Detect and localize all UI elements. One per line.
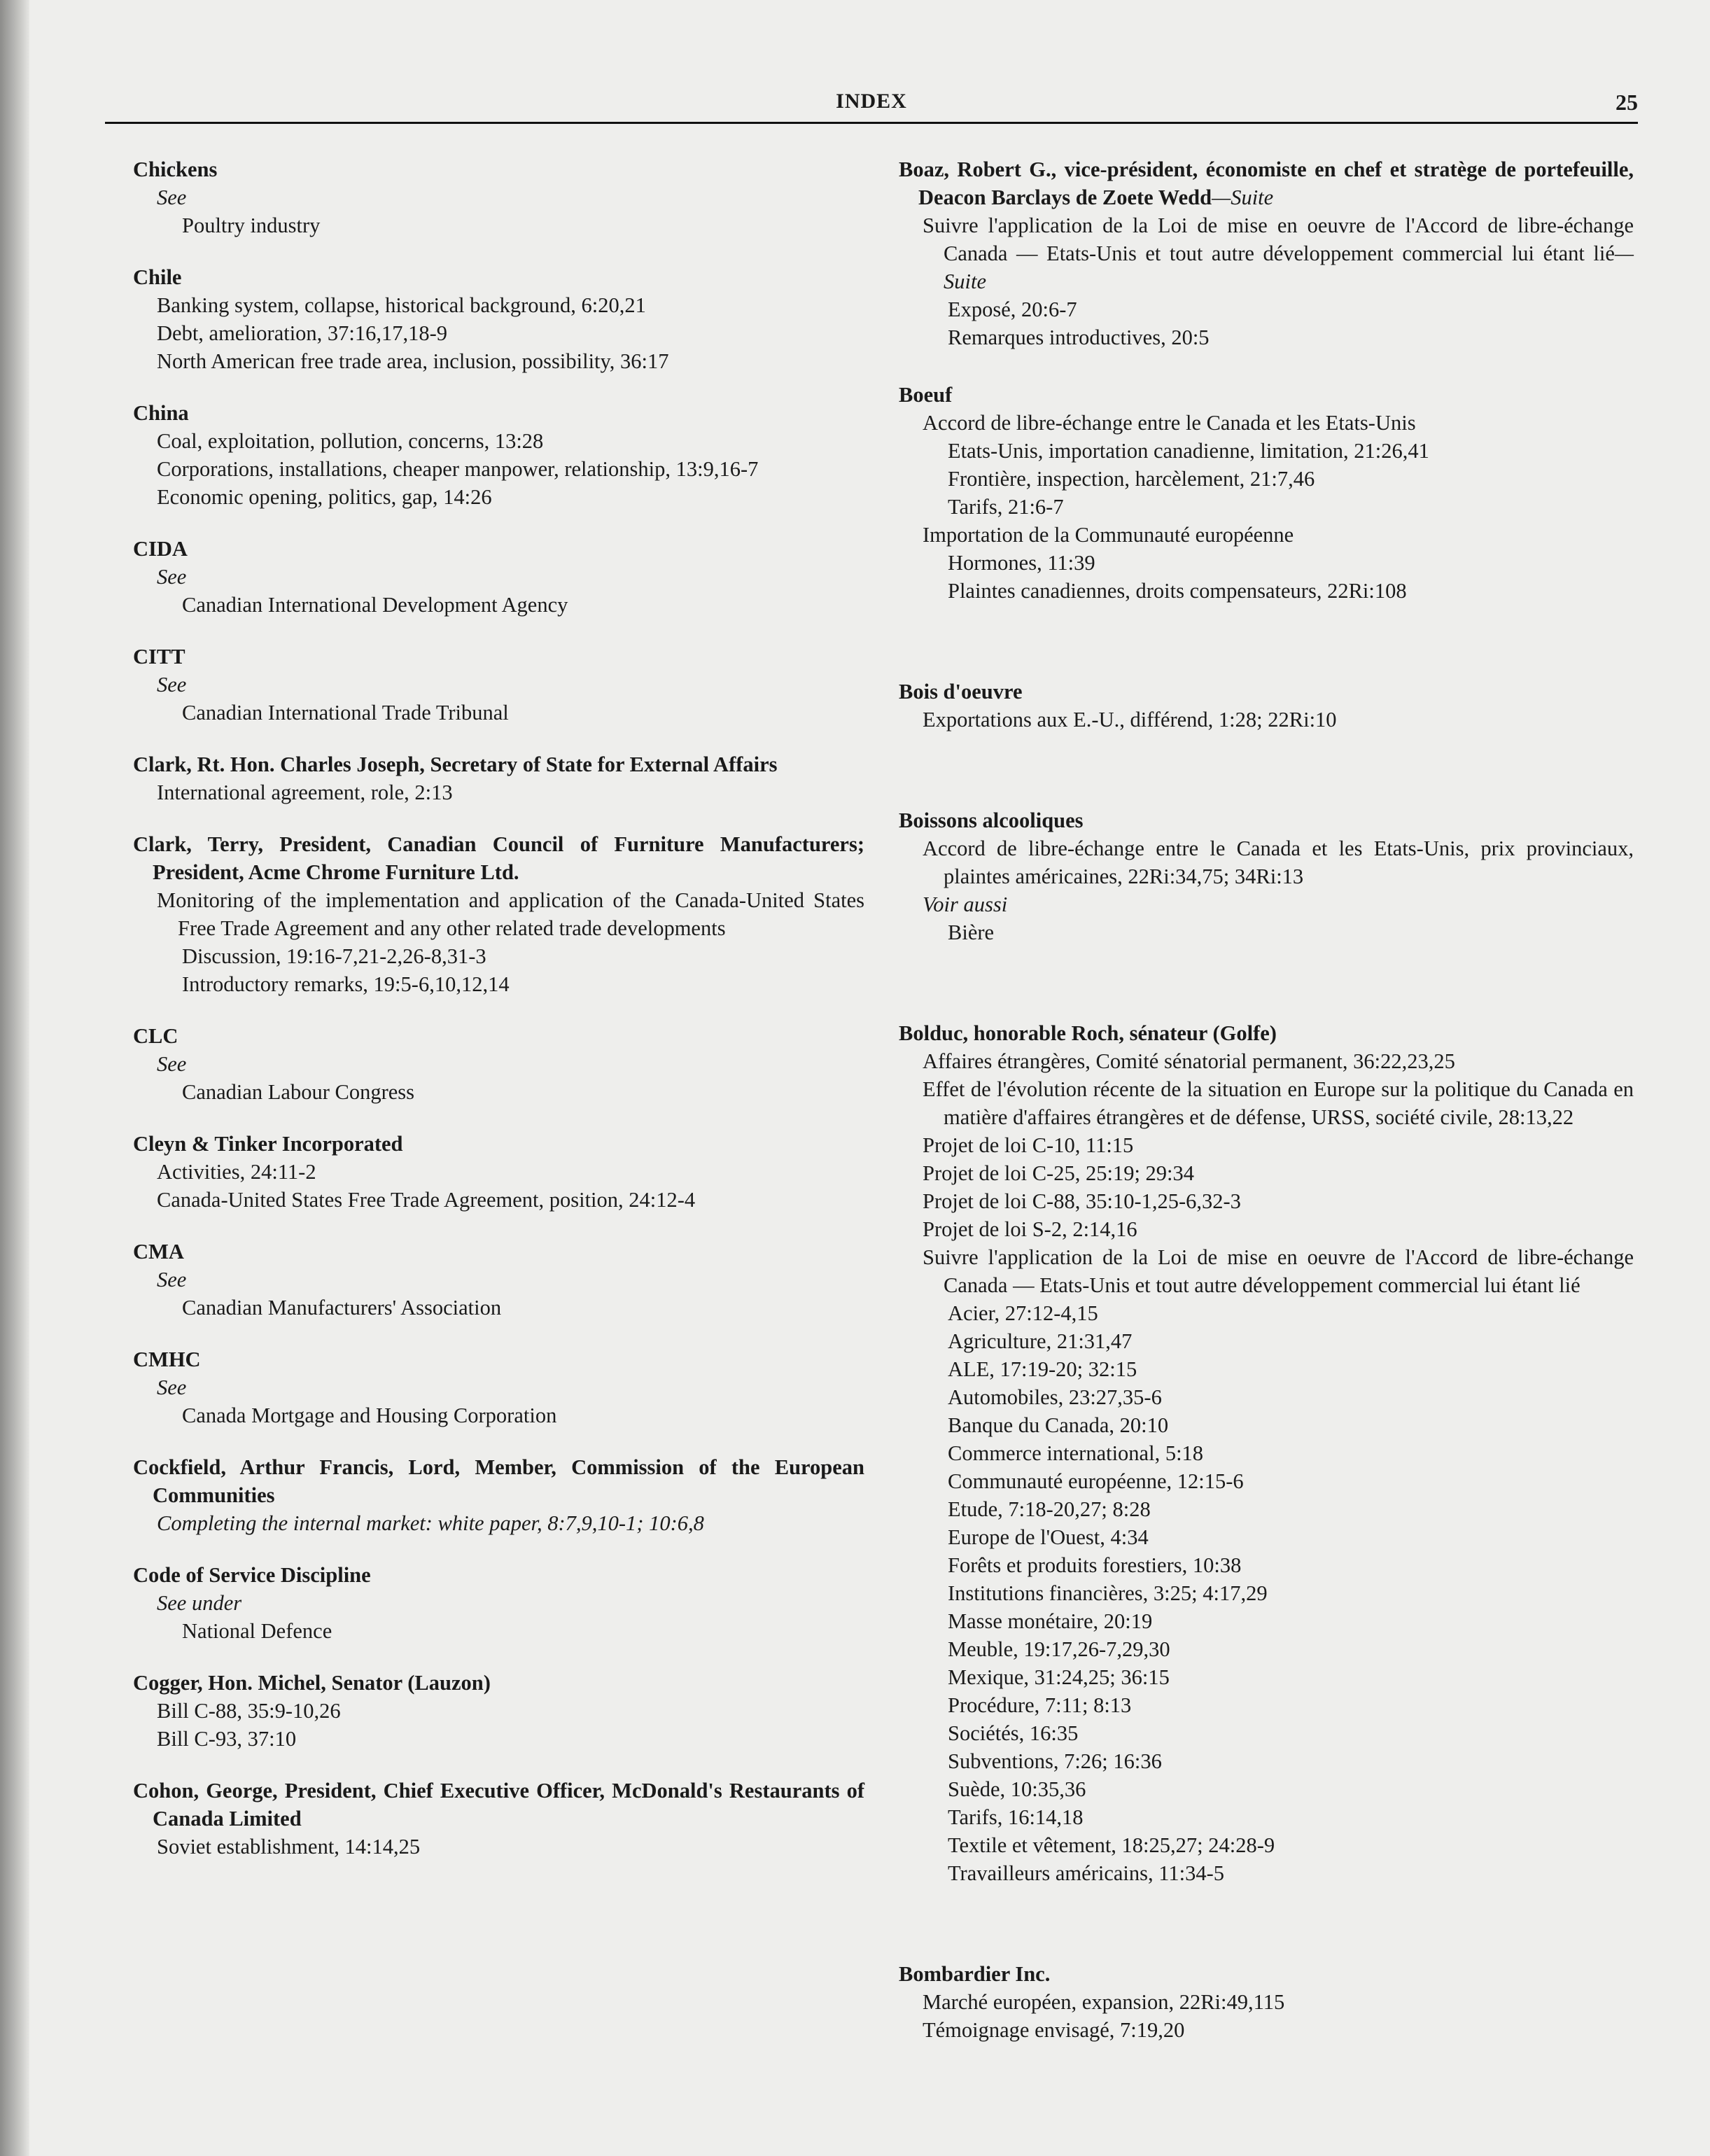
subentry: Completing the internal market: white paper, 8:7,9,10-1; 10:6,8 [157,1511,704,1535]
subentry: Automobiles, 23:27,35-6 [948,1385,1162,1409]
subentry: Banque du Canada, 20:10 [948,1413,1169,1437]
scan-binding-edge [0,0,29,2156]
index-entry-cmhc [133,1345,864,1429]
subentry: Activities, 24:11-2 [157,1160,316,1184]
entry-heading: CMA [133,1240,184,1264]
subentry: Projet de loi C-88, 35:10-1,25-6,32-3 [923,1189,1241,1213]
index-entry-cockfield [133,1453,864,1537]
page-title: INDEX [836,90,907,113]
subentry: Textile et vêtement, 18:25,27; 24:28-9 [948,1833,1275,1857]
entry-heading: Boeuf [899,383,953,407]
index-entry-clc [133,1022,864,1106]
subentry: Projet de loi C-25, 25:19; 29:34 [923,1161,1195,1185]
subentry: North American free trade area, inclusion, possibility, 36:17 [157,349,669,373]
see-label: See [157,673,187,696]
cross-reference: Canada Mortgage and Housing Corporation [182,1404,557,1427]
subentry: Banking system, collapse, historical background, 6:20,21 [157,293,646,317]
entry-heading: Bolduc, honorable Roch, sénateur (Golfe) [899,1021,1277,1045]
entry-heading: Chickens [133,158,218,181]
subentry: Accord de libre-échange entre le Canada et les Etats-Unis [923,411,1416,435]
subentry: Coal, exploitation, pollution, concerns, 13:28 [157,429,544,453]
entry-heading: CITT [133,645,185,668]
cross-reference: Canadian International Trade Tribunal [182,701,509,724]
entry-heading: Cogger, Hon. Michel, Senator (Lauzon) [133,1671,491,1695]
entry-heading: CMHC [133,1348,201,1371]
subentry: Plaintes canadiennes, droits compensateurs, 22Ri:108 [948,579,1407,603]
subentry: International agreement, role, 2:13 [157,780,453,804]
index-entry-boeuf [899,381,1634,605]
entry-heading: Cleyn & Tinker Incorporated [133,1132,403,1156]
subentry: Forêts et produits forestiers, 10:38 [948,1553,1242,1577]
entry-heading: Bombardier Inc. [899,1962,1051,1986]
subentry: Remarques introductives, 20:5 [948,326,1210,349]
entry-heading: CLC [133,1024,178,1048]
index-entry-boaz [899,155,1634,351]
index-entry-bois-doeuvre [899,678,1634,734]
subentry: Communauté européenne, 12:15-6 [948,1469,1244,1493]
index-entry-boissons-alcooliques [899,806,1634,946]
subentry: Procédure, 7:11; 8:13 [948,1693,1132,1717]
see-label: See [157,186,187,209]
index-entry-cleyn-tinker [133,1130,864,1214]
subentry: Soviet establishment, 14:14,25 [157,1835,421,1858]
index-entry-cohon [133,1777,864,1861]
heading-text: Boaz, Robert G., vice-président, économiste en chef et stratège de portefeuille, Deacon Barclays de Zoete Wedd [899,158,1634,209]
entry-heading: Cockfield, Arthur Francis, Lord, Member, Commission of the European Communities [133,1455,864,1507]
subentry: Acier, 27:12-4,15 [948,1301,1098,1325]
cross-reference: Bière [948,920,995,944]
subentry: Bill C-93, 37:10 [157,1727,297,1751]
see-label: See [157,1268,187,1292]
subentry: Hormones, 11:39 [948,551,1095,575]
index-entry-cida [133,535,864,619]
entry-heading: Bois d'oeuvre [899,680,1023,704]
cross-reference: Canadian Manufacturers' Association [182,1296,502,1320]
subentry: Discussion, 19:16-7,21-2,26-8,31-3 [182,944,486,968]
subentry: Etude, 7:18-20,27; 8:28 [948,1497,1151,1521]
right-column [899,155,1634,2068]
index-entry-clark-charles [133,750,864,806]
index-entry-citt [133,643,864,727]
see-also-label: Voir aussi [923,892,1008,916]
subentry-list [899,1299,1634,1887]
subentry: Subventions, 7:26; 16:36 [948,1749,1162,1773]
subentry: Projet de loi C-10, 11:15 [923,1133,1134,1157]
subentry-text: Suivre l'application de la Loi de mise en oeuvre de l'Accord de libre-échange Canada — Etats-Unis et tout autre développement commercial lui étant lié [923,214,1634,265]
subentry: Monitoring of the implementation and application of the Canada-United States Free Trade Agreement and any other related trade developments [157,888,864,940]
entry-heading: CIDA [133,537,188,561]
index-page [29,0,1710,2156]
entry-heading: Clark, Rt. Hon. Charles Joseph, Secretary of State for External Affairs [133,752,778,776]
cross-reference: Canadian International Development Agency [182,593,568,617]
page-header [105,85,1638,119]
subentry: Europe de l'Ouest, 4:34 [948,1525,1149,1549]
subentry: Tarifs, 16:14,18 [948,1805,1084,1829]
subentry: Travailleurs américains, 11:34-5 [948,1861,1224,1885]
entry-heading: Clark, Terry, President, Canadian Council of Furniture Manufacturers; President, Acme Chrome Furniture Ltd. [133,832,864,884]
subentry: Corporations, installations, cheaper manpower, relationship, 13:9,16-7 [157,457,759,481]
subentry: Importation de la Communauté européenne [923,523,1294,547]
page-number: 25 [1616,90,1638,115]
entry-heading: Boissons alcooliques [899,808,1084,832]
subentry: Sociétés, 16:35 [948,1721,1079,1745]
suite-label: —Suite [1212,186,1274,209]
entry-heading [899,155,1634,211]
subentry: Commerce international, 5:18 [948,1441,1204,1465]
subentry: Canada-United States Free Trade Agreement, position, 24:12-4 [157,1188,696,1212]
subentry: Debt, amelioration, 37:16,17,18-9 [157,321,448,345]
subentry: Meuble, 19:17,26-7,29,30 [948,1637,1170,1661]
suite-label: —Suite [944,241,1634,293]
subentry: Projet de loi S-2, 2:14,16 [923,1217,1137,1241]
index-entry-chile [133,263,864,375]
cross-reference: Poultry industry [182,214,321,237]
index-entry-cogger [133,1669,864,1753]
subentry: Bill C-88, 35:9-10,26 [157,1699,341,1723]
subentry: Effet de l'évolution récente de la situation en Europe sur la politique du Canada en matière d'affaires étrangères et de défense, URSS, société civile, 28:13,22 [923,1077,1634,1129]
subentry: Frontière, inspection, harcèlement, 21:7,46 [948,467,1315,491]
subentry: Agriculture, 21:31,47 [948,1329,1133,1353]
index-entry-bombardier [899,1960,1634,2044]
subentry: Institutions financières, 3:25; 4:17,29 [948,1581,1268,1605]
see-label: See under [157,1591,242,1615]
subentry: Etats-Unis, importation canadienne, limitation, 21:26,41 [948,439,1429,463]
subentry: Tarifs, 21:6-7 [948,495,1064,519]
subentry [899,211,1634,295]
index-entry-bolduc [899,1019,1634,1887]
entry-heading: China [133,401,189,425]
entry-heading: Cohon, George, President, Chief Executive Officer, McDonald's Restaurants of Canada Limited [133,1779,864,1830]
subentry: Masse monétaire, 20:19 [948,1609,1153,1633]
header-rule [105,122,1638,124]
subentry: Suède, 10:35,36 [948,1777,1086,1801]
entry-heading: Chile [133,265,182,289]
index-entry-cma [133,1238,864,1322]
index-entry-clark-terry [133,830,864,998]
subentry: Affaires étrangères, Comité sénatorial permanent, 36:22,23,25 [923,1049,1455,1073]
subentry: Economic opening, politics, gap, 14:26 [157,485,492,509]
index-entry-code-service-discipline [133,1561,864,1645]
see-label: See [157,565,187,589]
subentry: Mexique, 31:24,25; 36:15 [948,1665,1170,1689]
cross-reference: National Defence [182,1619,332,1643]
index-entry-china [133,399,864,511]
subentry: Introductory remarks, 19:5-6,10,12,14 [182,972,510,996]
subentry: Témoignage envisagé, 7:19,20 [923,2018,1185,2042]
index-entry-chickens [133,155,864,239]
subentry: ALE, 17:19-20; 32:15 [948,1357,1137,1381]
cross-reference: Canadian Labour Congress [182,1080,415,1104]
see-label: See [157,1376,187,1399]
subentry: Exposé, 20:6-7 [948,298,1077,321]
subentry: Suivre l'application de la Loi de mise en oeuvre de l'Accord de libre-échange Canada — Etats-Unis et tout autre développement commercial lui étant lié [923,1245,1634,1297]
entry-heading: Code of Service Discipline [133,1563,371,1587]
subentry: Exportations aux E.-U., différend, 1:28; 22Ri:10 [923,708,1337,732]
see-label: See [157,1052,187,1076]
left-column [133,155,864,1884]
subentry: Accord de libre-échange entre le Canada et les Etats-Unis, prix provinciaux, plaintes américaines, 22Ri:34,75; 34Ri:13 [923,836,1634,888]
subentry: Marché européen, expansion, 22Ri:49,115 [923,1990,1285,2014]
